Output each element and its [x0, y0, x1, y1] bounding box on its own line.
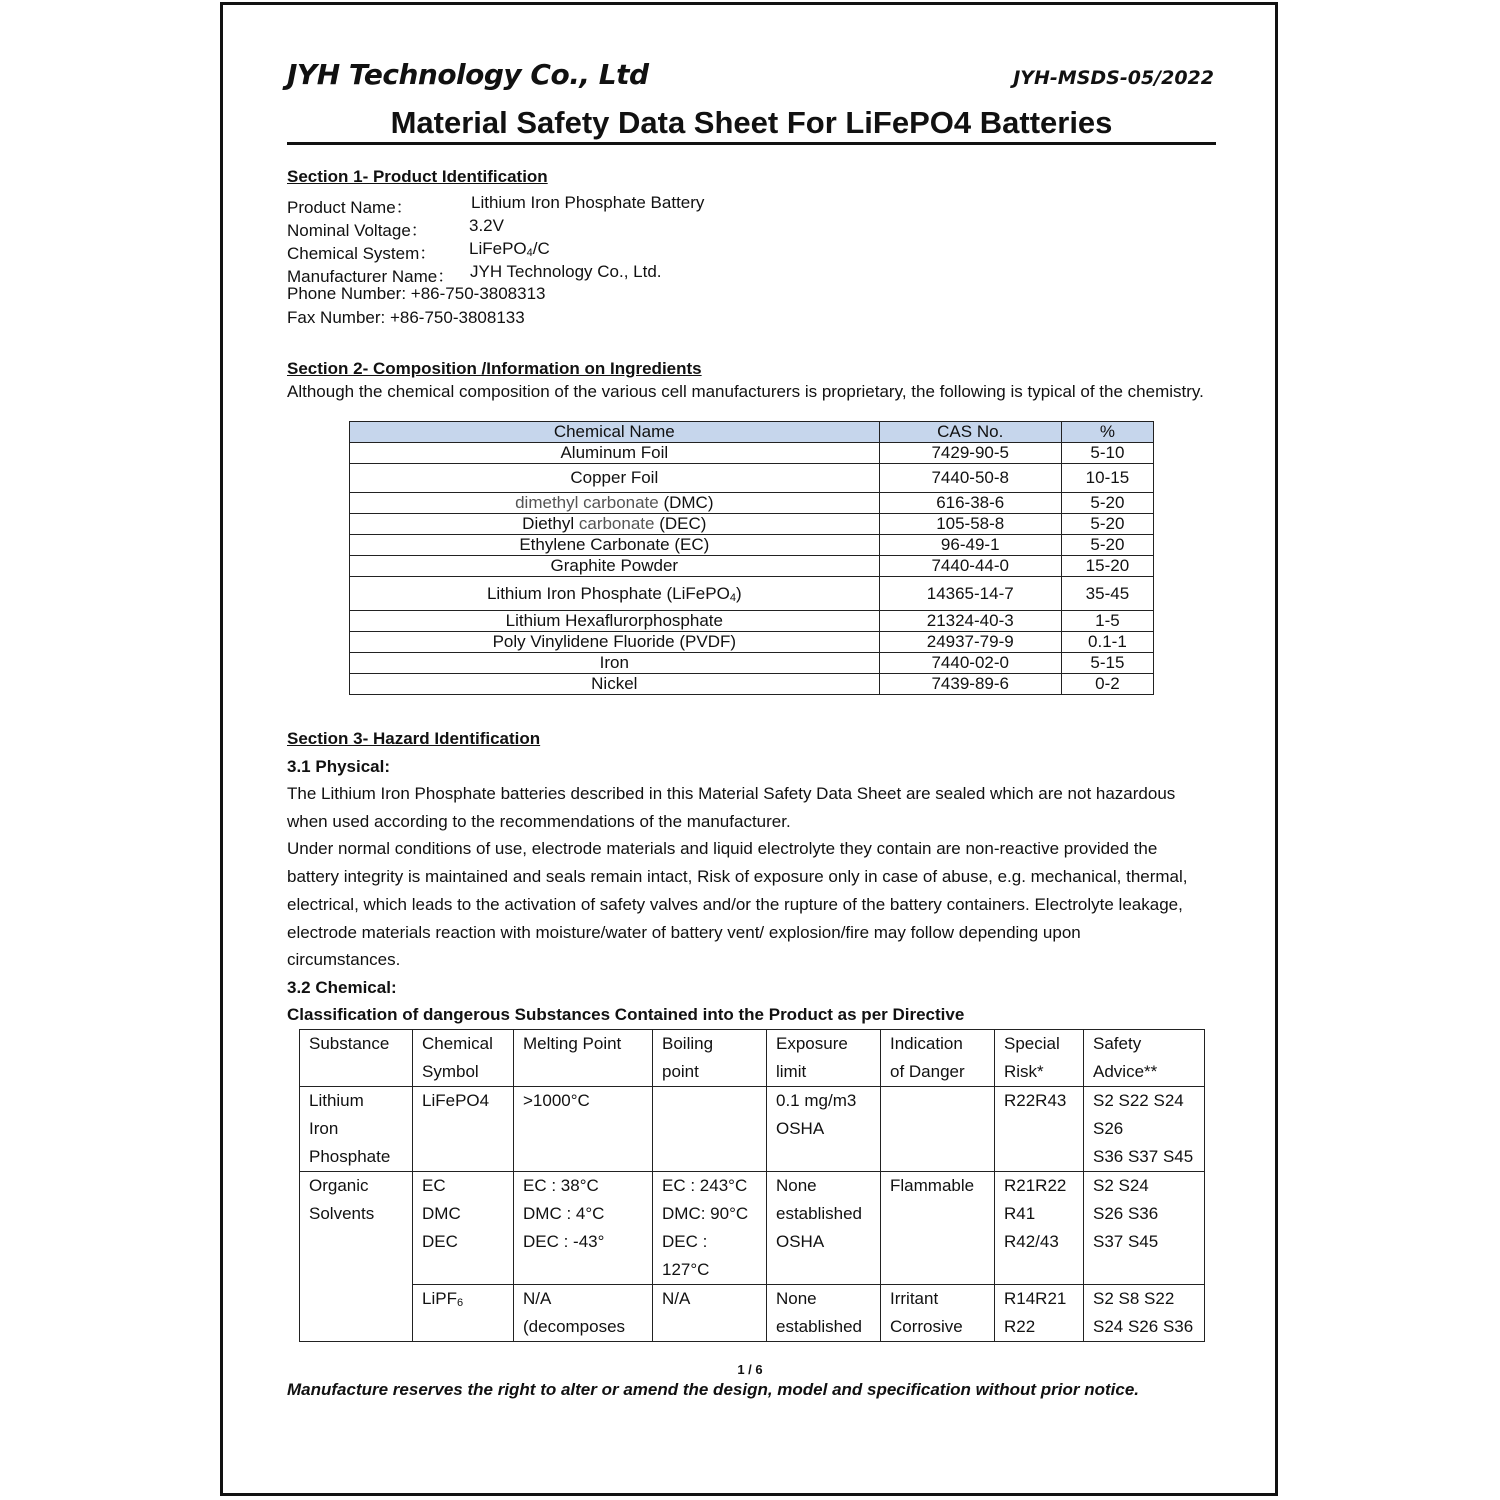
- percent-cell: 5-20: [1061, 514, 1153, 535]
- cas-cell: 7440-44-0: [879, 556, 1061, 577]
- percent-cell: 10-15: [1061, 464, 1153, 493]
- paragraph-line: battery integrity is maintained and seals remain intact, Risk of exposure only in case of abuse, e.g. mechanical, thermal,: [287, 867, 1188, 887]
- chemical-heading: 3.2 Chemical:: [287, 978, 397, 997]
- melting-cell: EC : 38°C DMC : 4°C DEC : -43°: [514, 1172, 653, 1285]
- chemical-name-cell: Ethylene Carbonate (EC): [350, 535, 880, 556]
- header-substance: Substance: [300, 1030, 413, 1087]
- paragraph-line: when used according to the recommendations of the manufacturer.: [287, 811, 791, 831]
- table-row: [350, 577, 1154, 611]
- physical-heading: 3.1 Physical:: [287, 757, 391, 776]
- manufacturer-value: JYH Technology Co., Ltd.: [470, 262, 662, 281]
- percent-cell: 5-15: [1061, 653, 1153, 674]
- header-safety-advice: Safety Advice**: [1084, 1030, 1205, 1087]
- paragraph-line: electrical, which leads to the activation of safety valves and/or the rupture of the battery containers. Electrolyte leakage,: [287, 894, 1183, 914]
- voltage-row: [287, 216, 504, 241]
- table-row: [300, 1087, 1205, 1172]
- paragraph-line: Under normal conditions of use, electrode materials and liquid electrolyte they contain are non-reactive provided the: [287, 839, 1158, 859]
- product-name-label: Product Name：: [287, 198, 413, 217]
- percent-cell: 5-20: [1061, 493, 1153, 514]
- section2-heading: Section 2- Composition /Information on Ingredients: [287, 359, 702, 378]
- chemical-name-cell: Graphite Powder: [350, 556, 880, 577]
- chemical-system-row: [287, 239, 550, 264]
- voltage-label: Nominal Voltage：: [287, 221, 428, 240]
- table-row: [350, 493, 1154, 514]
- risk-cell: R21R22 R41 R42/43: [995, 1172, 1084, 1285]
- percent-cell: 0.1-1: [1061, 632, 1153, 653]
- chemical-name-cell: Nickel: [350, 674, 880, 695]
- paragraph-line: The Lithium Iron Phosphate batteries described in this Material Safety Data Sheet are sealed which are not hazardous: [287, 784, 1176, 803]
- footer-disclaimer: Manufacture reserves the right to alter or amend the design, model and specification without prior notice.: [287, 1380, 1140, 1399]
- chemical-name-cell: Aluminum Foil: [350, 443, 880, 464]
- header-exposure-limit: Exposure limit: [767, 1030, 881, 1087]
- danger-cell: Irritant Corrosive: [881, 1285, 995, 1342]
- composition-header-row: [350, 422, 1154, 443]
- percent-cell: 0-2: [1061, 674, 1153, 695]
- table-row: [350, 653, 1154, 674]
- symbol-cell: LiPF$_6$: [413, 1285, 514, 1342]
- section1-heading: Section 1- Product Identification: [287, 167, 548, 186]
- cas-cell: 7439-89-6: [879, 674, 1061, 695]
- substance-cell: Organic Solvents: [300, 1172, 413, 1342]
- cas-cell: 616-38-6: [879, 493, 1061, 514]
- physical-paragraph: [287, 780, 1222, 974]
- advice-cell: S2 S24 S26 S36 S37 S45: [1084, 1172, 1205, 1285]
- company-name: JYH Technology Co., Ltd: [287, 58, 649, 91]
- hazard-header-row: [300, 1030, 1205, 1087]
- substance-cell: Lithium Iron Phosphate: [300, 1087, 413, 1172]
- table-row: [300, 1285, 1205, 1342]
- col-cas-no: CAS No.: [879, 422, 1061, 443]
- col-chemical-name: Chemical Name: [350, 422, 880, 443]
- melting-cell: >1000°C: [514, 1087, 653, 1172]
- product-name-value: Lithium Iron Phosphate Battery: [471, 193, 705, 212]
- boiling-cell: N/A: [653, 1285, 767, 1342]
- section2-intro: Although the chemical composition of the various cell manufacturers is proprietary, the following is typical of the chemistry.: [287, 382, 1204, 401]
- title-bar: [287, 104, 1216, 145]
- cas-cell: 96-49-1: [879, 535, 1061, 556]
- voltage-value: 3.2V: [469, 216, 504, 235]
- table-row: [350, 464, 1154, 493]
- danger-cell: Flammable: [881, 1172, 995, 1285]
- percent-cell: 35-45: [1061, 577, 1153, 611]
- chemical-name-cell: Poly Vinylidene Fluoride (PVDF): [350, 632, 880, 653]
- cas-cell: 24937-79-9: [879, 632, 1061, 653]
- header-special-risk: Special Risk*: [995, 1030, 1084, 1087]
- symbol-cell: LiFePO4: [413, 1087, 514, 1172]
- cas-cell: 7440-02-0: [879, 653, 1061, 674]
- header-chemical-symbol: Chemical Symbol: [413, 1030, 514, 1087]
- composition-table: [349, 421, 1154, 695]
- chemical-system-label: Chemical System：: [287, 244, 437, 263]
- advice-cell: S2 S8 S22 S24 S26 S36: [1084, 1285, 1205, 1342]
- table-row: [350, 535, 1154, 556]
- section3-heading: Section 3- Hazard Identification: [287, 729, 541, 748]
- chemical-system-value: LiFePO$_4$/C: [469, 239, 550, 259]
- exposure-cell: None established: [767, 1285, 881, 1342]
- percent-cell: 15-20: [1061, 556, 1153, 577]
- page-number: 1 / 6: [737, 1362, 763, 1377]
- hazard-table: [299, 1029, 1205, 1342]
- cas-cell: 7440-50-8: [879, 464, 1061, 493]
- exposure-cell: 0.1 mg/m3 OSHA: [767, 1087, 881, 1172]
- classification-heading: Classification of dangerous Substances Contained into the Product as per Directive: [287, 1005, 965, 1024]
- chemical-name-cell: Lithium Iron Phosphate (LiFePO$_4$): [350, 577, 880, 611]
- phone-number: Phone Number: +86-750-3808313: [287, 284, 546, 303]
- paragraph-line: electrode materials reaction with moisture/water of battery vent/ explosion/fire may follow depending upon: [287, 922, 1081, 942]
- danger-cell: [881, 1087, 995, 1172]
- cas-cell: 105-58-8: [879, 514, 1061, 535]
- chemical-name-cell: dimethyl carbonate (DMC): [350, 493, 880, 514]
- boiling-cell: [653, 1087, 767, 1172]
- percent-cell: 5-20: [1061, 535, 1153, 556]
- paragraph-line: circumstances.: [287, 950, 401, 970]
- table-row: [350, 674, 1154, 695]
- fax-number: Fax Number: +86-750-3808133: [287, 308, 525, 327]
- boiling-cell: EC : 243°C DMC: 90°C DEC : 127°C: [653, 1172, 767, 1285]
- melting-cell: N/A (decomposes: [514, 1285, 653, 1342]
- chemical-name-cell: Copper Foil: [350, 464, 880, 493]
- table-row: [350, 556, 1154, 577]
- percent-cell: 5-10: [1061, 443, 1153, 464]
- table-row: [350, 611, 1154, 632]
- percent-cell: 1-5: [1061, 611, 1153, 632]
- table-row: [350, 514, 1154, 535]
- table-row: [350, 443, 1154, 464]
- advice-cell: S2 S22 S24 S26 S36 S37 S45: [1084, 1087, 1205, 1172]
- col-percent: %: [1061, 422, 1153, 443]
- cas-cell: 14365-14-7: [879, 577, 1061, 611]
- header-indication-of-danger: Indication of Danger: [881, 1030, 995, 1087]
- table-row: [300, 1172, 1205, 1285]
- symbol-cell: EC DMC DEC: [413, 1172, 514, 1285]
- document-title: Material Safety Data Sheet For LiFePO4 Batteries: [390, 105, 1113, 140]
- cas-cell: 21324-40-3: [879, 611, 1061, 632]
- risk-cell: R14R21 R22: [995, 1285, 1084, 1342]
- cas-cell: 7429-90-5: [879, 443, 1061, 464]
- header-boiling-point: Boiling point: [653, 1030, 767, 1087]
- product-name-row: [287, 193, 705, 218]
- manufacturer-label: Manufacturer Name：: [287, 267, 455, 286]
- chemical-name-cell: Lithium Hexaflurorphosphate: [350, 611, 880, 632]
- header-melting-point: Melting Point: [514, 1030, 653, 1087]
- chemical-name-cell: Iron: [350, 653, 880, 674]
- risk-cell: R22R43: [995, 1087, 1084, 1172]
- chemical-name-cell: Diethyl carbonate (DEC): [350, 514, 880, 535]
- table-row: [350, 632, 1154, 653]
- exposure-cell: None established OSHA: [767, 1172, 881, 1285]
- document-number: JYH-MSDS-05/2022: [1013, 67, 1214, 89]
